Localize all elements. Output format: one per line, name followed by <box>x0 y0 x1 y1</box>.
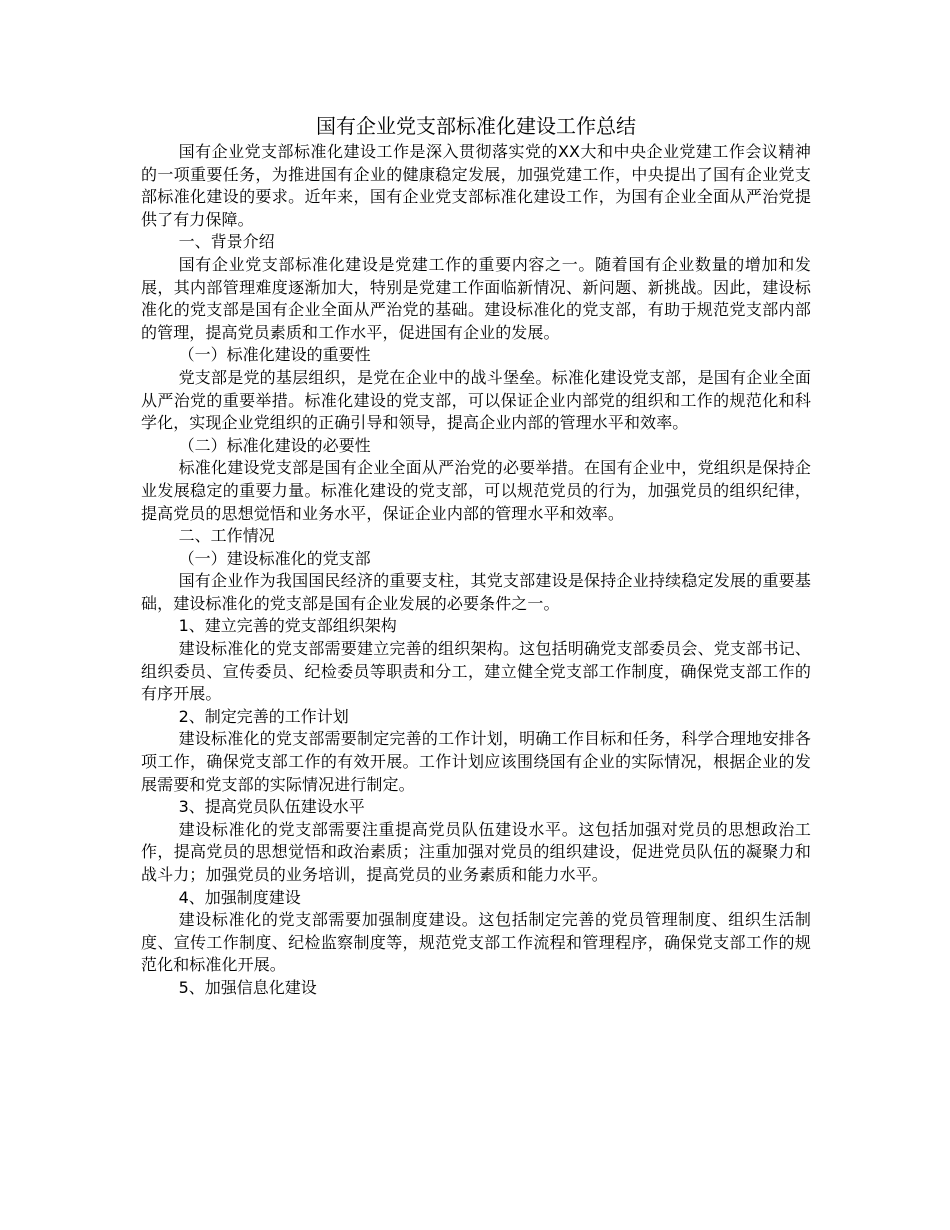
subsection-heading-necessity: （二）标准化建设的必要性 <box>178 435 371 455</box>
section-heading-work: 二、工作情况 <box>178 526 275 546</box>
subsection-heading-importance: （一）标准化建设的重要性 <box>178 345 371 365</box>
document-title: 国有企业党支部标准化建设工作总结 <box>316 114 636 138</box>
paragraph-intro: 国有企业党支部标准化建设工作是深入贯彻落实党的XX大和中央企业党建工作会议精神的一项重要任务，为推进国有企业的健康稳定发展，加强党建工作，中央提出了国有企业党支部标准化建设的要求。近年来，国有企业党支部标准化建设工作，为国有企业全面从严治党提供了有力保障。 <box>141 142 811 229</box>
paragraph-background: 国有企业党支部标准化建设是党建工作的重要内容之一。随着国有企业数量的增加和发展，其内部管理难度逐渐加大，特别是党建工作面临新情况、新问题、新挑战。因此，建设标准化的党支部是国有企业全面从严治党的基础。建设标准化的党支部，有助于规范党支部内部的管理，提高党员素质和工作水平，促进国有企业的发展。 <box>141 254 811 342</box>
paragraph-build: 国有企业作为我国国民经济的重要支柱，其党支部建设是保持企业持续稳定发展的重要基础，建设标准化的党支部是国有企业发展的必要条件之一。 <box>141 571 811 613</box>
item-heading-5: 5、加强信息化建设 <box>178 977 317 997</box>
subsection-heading-build: （一）建设标准化的党支部 <box>178 548 371 568</box>
document-page <box>141 111 811 1000</box>
item-heading-1: 1、建立完善的党支部组织架构 <box>178 616 397 636</box>
item-heading-2: 2、制定完善的工作计划 <box>178 706 349 726</box>
paragraph-importance: 党支部是党的基层组织，是党在企业中的战斗堡垒。标准化建设党支部，是国有企业全面从严治党的重要举措。标准化建设的党支部，可以保证企业内部党的组织和工作的规范化和科学化，实现企业党组织的正确引导和领导，提高企业内部的管理水平和效率。 <box>141 367 811 433</box>
paragraph-item-2: 建设标准化的党支部需要制定完善的工作计划，明确工作目标和任务，科学合理地安排各项工作，确保党支部工作的有效开展。工作计划应该围绕国有企业的实际情况，根据企业的发展需要和党支部的实际情况进行制定。 <box>141 729 811 794</box>
paragraph-item-3: 建设标准化的党支部需要注重提高党员队伍建设水平。这包括加强对党员的思想政治工作，提高党员的思想觉悟和政治素质；注重加强对党员的组织建设，促进党员队伍的凝聚力和战斗力；加强党员的业务培训，提高党员的业务素质和能力水平。 <box>141 819 811 884</box>
item-heading-3: 3、提高党员队伍建设水平 <box>178 797 365 817</box>
paragraph-necessity: 标准化建设党支部是国有企业全面从严治党的必要举措。在国有企业中，党组织是保持企业发展稳定的重要力量。标准化建设的党支部，可以规范党员的行为，加强党员的组织纪律，提高党员的思想觉悟和业务水平，保证企业内部的管理水平和效率。 <box>141 458 811 523</box>
paragraph-item-4: 建设标准化的党支部需要加强制度建设。这包括制定完善的党员管理制度、组织生活制度、宣传工作制度、纪检监察制度等，规范党支部工作流程和管理程序，确保党支部工作的规范化和标准化开展。 <box>141 910 811 975</box>
section-heading-background: 一、背景介绍 <box>178 232 275 252</box>
item-heading-4: 4、加强制度建设 <box>178 887 301 907</box>
paragraph-item-1: 建设标准化的党支部需要建立完善的组织架构。这包括明确党支部委员会、党支部书记、组织委员、宣传委员、纪检委员等职责和分工，建立健全党支部工作制度，确保党支部工作的有序开展。 <box>141 639 811 704</box>
